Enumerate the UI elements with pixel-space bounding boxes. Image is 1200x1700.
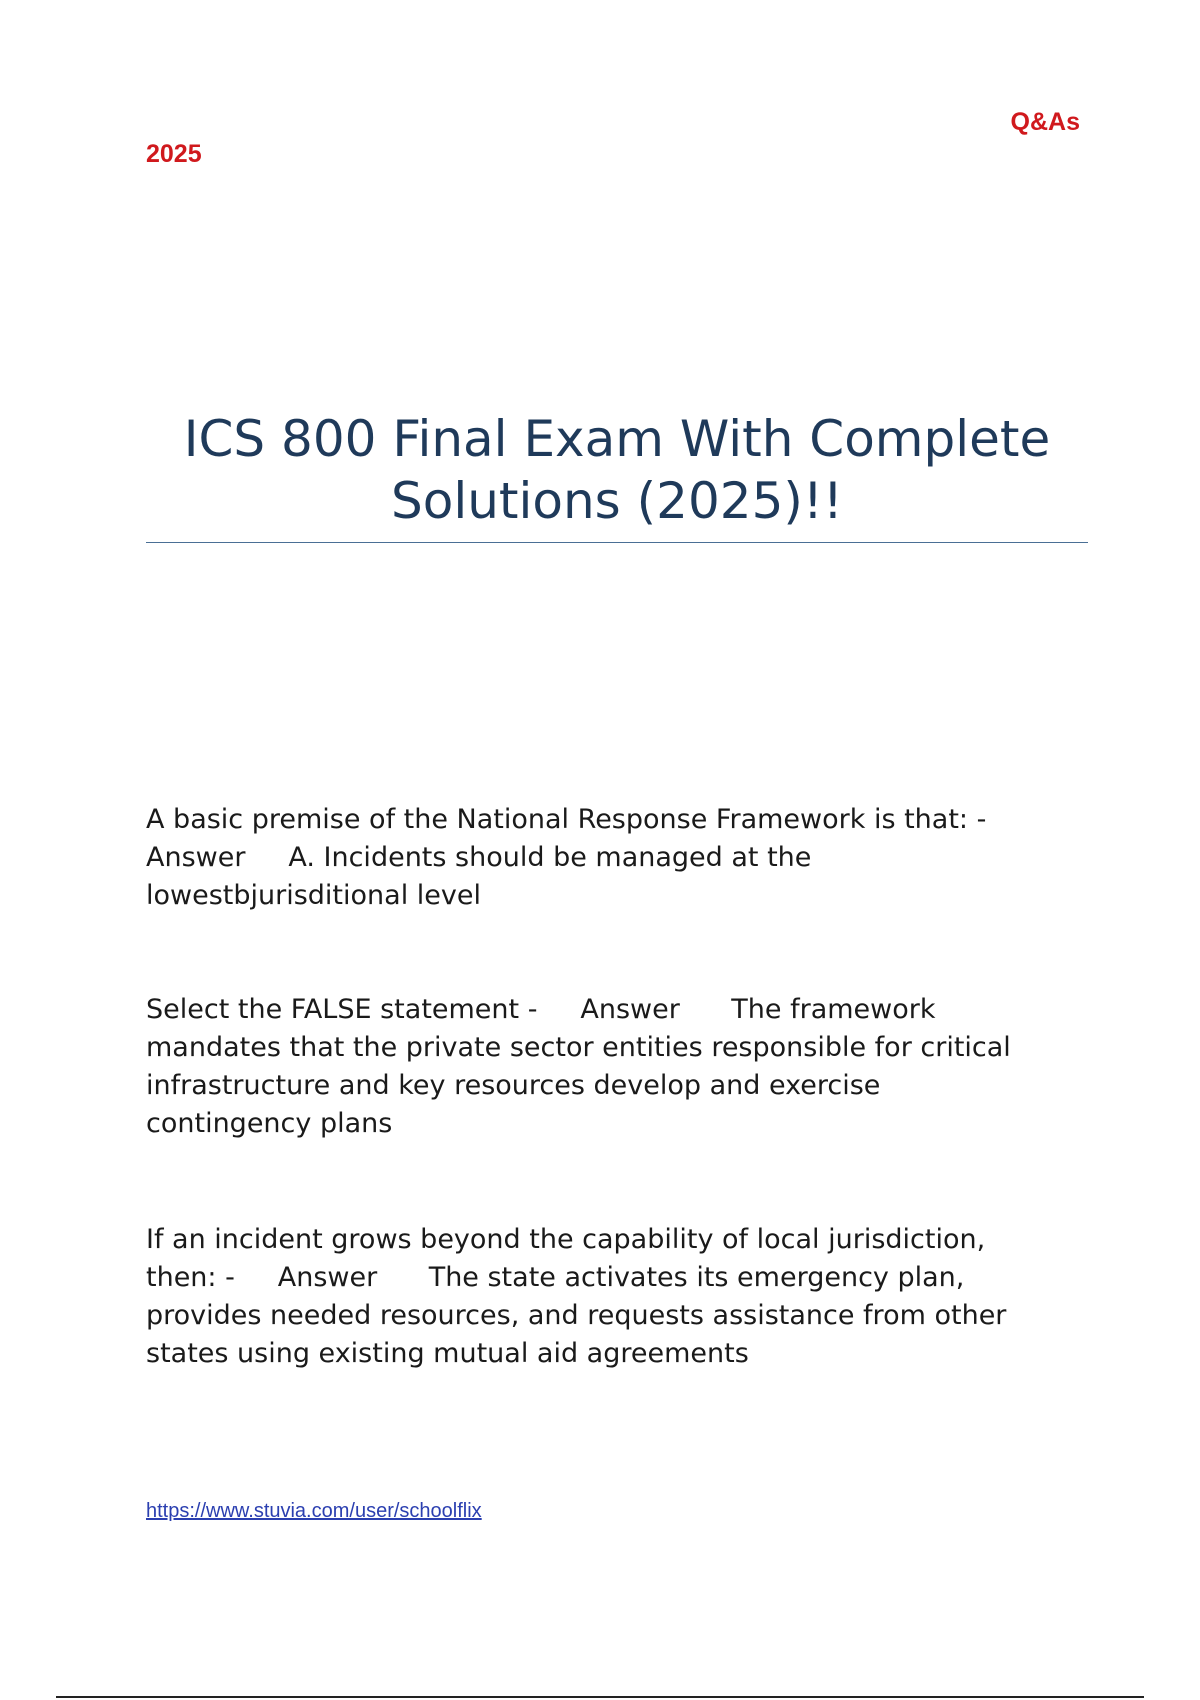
qa-item: If an incident grows beyond the capability of local jurisdiction, then: - Answer The state activates its emergency plan, provides needed resources, and requests assistance from other states using existing mutual aid agreements (146, 1224, 1007, 1369)
year-label: 2025 (146, 140, 202, 168)
qa-tag: Q&As (1010, 108, 1080, 136)
qa-item: A basic premise of the National Response Framework is that: - Answer A. Incidents should be managed at the lowestbjurisditional level (146, 804, 987, 911)
document-title: ICS 800 Final Exam With Complete Solutions (2025)!! (183, 410, 1051, 530)
title-underline (146, 542, 1088, 543)
source-link[interactable]: https://www.stuvia.com/user/schoolflix (146, 1500, 482, 1522)
footer-divider (56, 1696, 1144, 1698)
qa-item: Select the FALSE statement - Answer The framework mandates that the private sector entities responsible for critical infrastructure and key resources develop and exercise contingency plans (146, 994, 1011, 1139)
